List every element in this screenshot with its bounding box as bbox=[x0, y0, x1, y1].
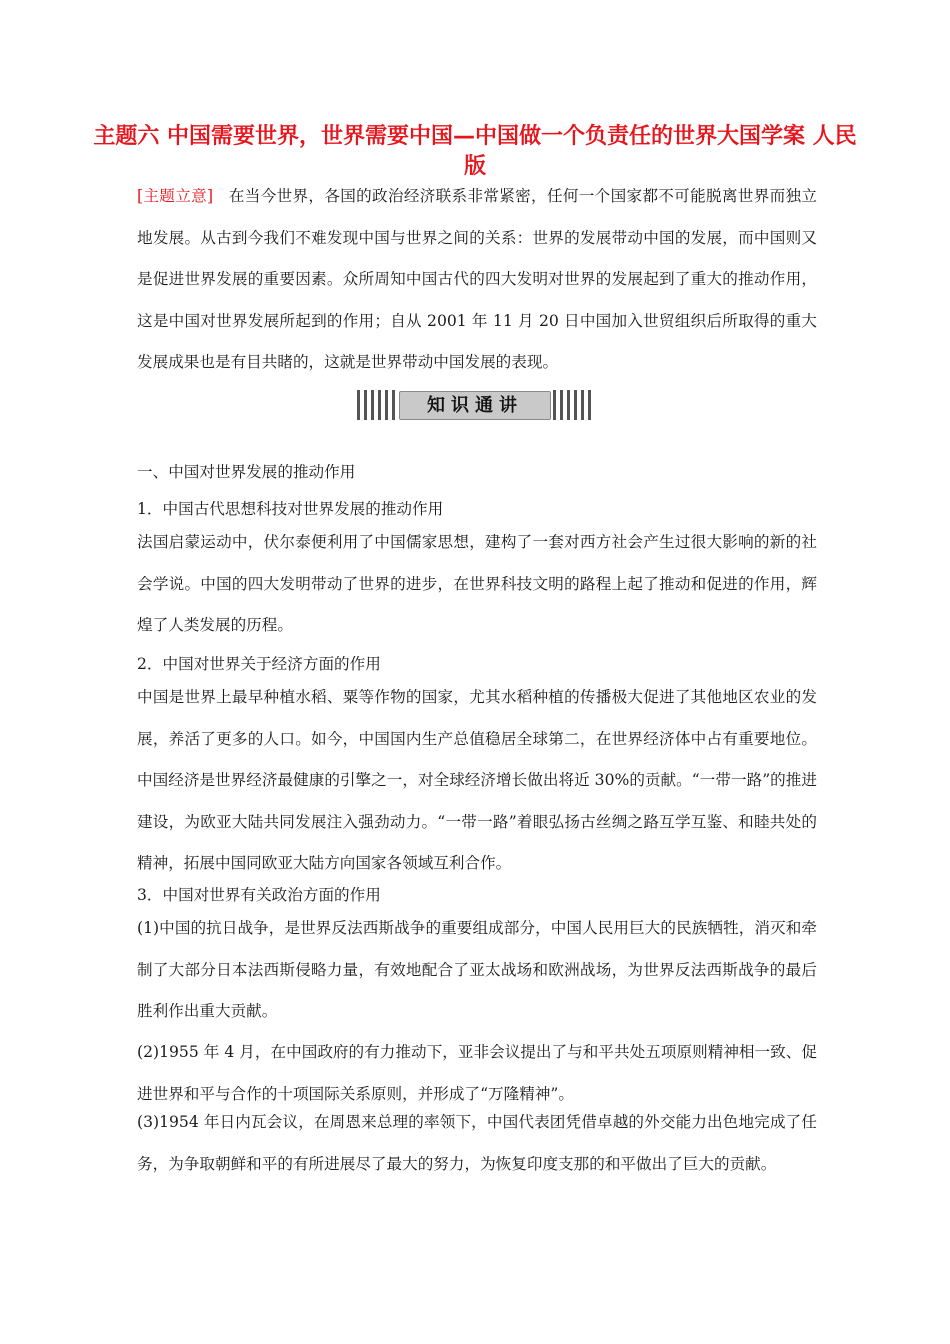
intro-paragraph bbox=[137, 176, 817, 384]
subsection-paragraph-2: (2)1955 年 4 月，在中国政府的有力推动下，亚非会议提出了与和平共处五项原则精神相一致、促进世界和平与合作的十项国际关系原则，并形成了“万隆精神”。 bbox=[137, 1043, 817, 1103]
subsection-paragraph-1: (1)中国的抗日战争，是世界反法西斯战争的重要组成部分，中国人民用巨大的民族牺牲，消灭和牵制了大部分日本法西斯侵略力量，有效地配合了亚太战场和欧洲战场，为世界反法西斯战争的最后胜利作出重大贡献。 bbox=[137, 919, 817, 1020]
intro-text: 在当今世界，各国的政治经济联系非常紧密，任何一个国家都不可能脱离世界而独立地发展。从古到今我们不难发现中国与世界之间的关系：世界的发展带动中国的发展，而中国则又是促进世界发展的重要因素。众所周知中国古代的四大发明对世界的发展起到了重大的推动作用，这是中国对世界发展所起到的作用；自从 2001 年 11 月 20 日中国加入世贸组织后所取得的重大发展成果也是有目共睹的，这就是世界带动中国发展的表现。 bbox=[137, 187, 817, 371]
section-heading: 一、中国对世界发展的推动作用 bbox=[137, 463, 356, 481]
banner-bars-left bbox=[357, 390, 395, 420]
intro-tag: [主题立意] bbox=[137, 187, 214, 205]
subsection-heading-3: 3．中国对世界有关政治方面的作用 bbox=[137, 886, 381, 904]
banner-bars-right bbox=[553, 390, 591, 420]
document-title: 主题六 中国需要世界，世界需要中国—中国做一个负责任的世界大国学案 人民版 bbox=[93, 124, 857, 179]
subsection-paragraph-3: (3)1954 年日内瓦会议，在周恩来总理的率领下，中国代表团凭借卓越的外交能力出色地完成了任务，为争取朝鲜和平的有所进展尽了最大的努力，为恢复印度支那的和平做出了巨大的贡献。 bbox=[137, 1113, 817, 1173]
subsection-text-2: 中国是世界上最早种植水稻、粟等作物的国家，尤其水稻种植的传播极大促进了其他地区农业的发展，养活了更多的人口。如今，中国国内生产总值稳居全球第二，在世界经济体中占有重要地位。中国经济是世界经济最健康的引擎之一，对全球经济增长做出将近 30%的贡献。“一带一路”的推进建设，为欧亚大陆共同发展注入强劲动力。“一带一路”着眼弘扬古丝绸之路互学互鉴、和睦共处的精神，拓展中国同欧亚大陆方向国家各领域互利合作。 bbox=[137, 688, 817, 872]
banner-label: 知识通讲 bbox=[399, 391, 551, 420]
subsection-heading-1: 1．中国古代思想科技对世界发展的推动作用 bbox=[137, 500, 444, 518]
subsection-heading-2: 2．中国对世界关于经济方面的作用 bbox=[137, 655, 381, 673]
subsection-text-1: 法国启蒙运动中，伏尔泰便利用了中国儒家思想，建构了一套对西方社会产生过很大影响的新的社会学说。中国的四大发明带动了世界的进步，在世界科技文明的路程上起了推动和促进的作用，辉煌了人类发展的历程。 bbox=[137, 533, 817, 634]
section-banner bbox=[357, 388, 591, 424]
